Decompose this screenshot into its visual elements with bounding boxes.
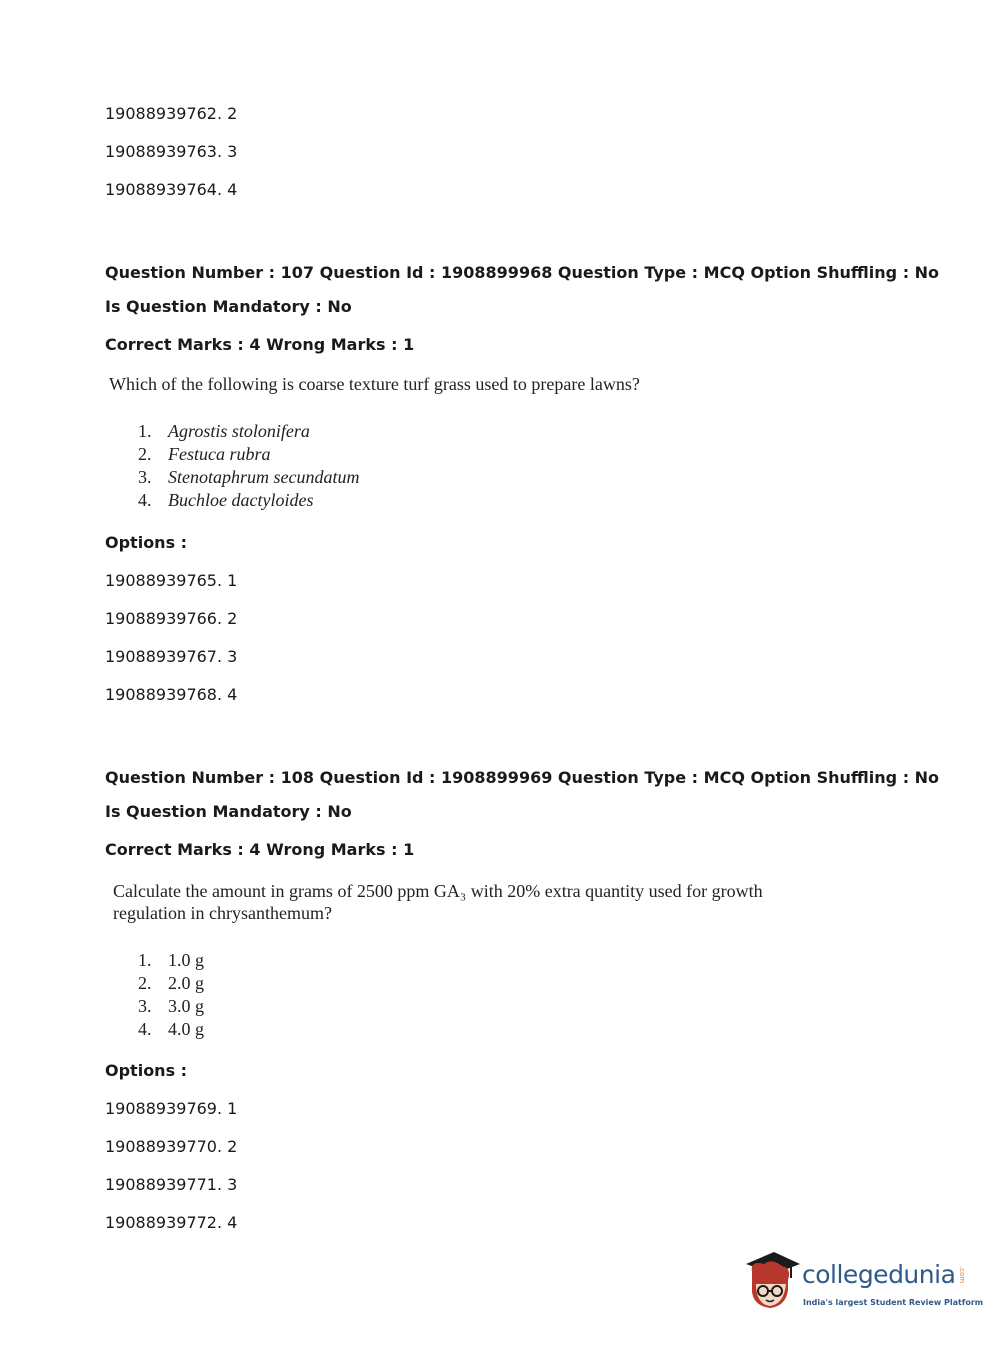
- option-line: 19088939764. 4: [105, 180, 238, 199]
- answer-choice: 2. Festuca rubra: [138, 444, 271, 464]
- question-text: [113, 880, 763, 924]
- answer-choice: 3. Stenotaphrum secundatum: [138, 467, 360, 487]
- question-text-line: Calculate the amount in grams of 2500 ppm GA₃ with 20% extra quantity used for growth: [113, 881, 763, 901]
- option-line: 19088939768. 4: [105, 685, 238, 704]
- question-marks: Correct Marks : 4 Wrong Marks : 1: [105, 335, 415, 354]
- option-line: 19088939763. 3: [105, 142, 238, 161]
- option-line: 19088939770. 2: [105, 1137, 238, 1156]
- logo-tagline: India's largest Student Review Platform: [803, 1298, 984, 1307]
- option-line: 19088939765. 1: [105, 571, 238, 590]
- option-line: 19088939769. 1: [105, 1099, 238, 1118]
- question-mandatory: Is Question Mandatory : No: [105, 297, 352, 316]
- answer-choice: 3. 3.0 g: [138, 996, 204, 1016]
- question-text-line: regulation in chrysanthemum?: [113, 903, 332, 923]
- logo-wordmark: collegedunia: [802, 1260, 956, 1289]
- answer-choices: [138, 949, 204, 1041]
- answer-choice: 1. 1.0 g: [138, 950, 204, 970]
- options-label: Options :: [105, 1061, 188, 1080]
- answer-choice: 1. Agrostis stolonifera: [138, 421, 310, 441]
- question-text: Which of the following is coarse texture turf grass used to prepare lawns?: [109, 374, 640, 394]
- collegedunia-logo: [742, 1250, 984, 1322]
- logo-suffix: .com: [958, 1266, 966, 1284]
- option-line: 19088939762. 2: [105, 104, 238, 123]
- question-header: Question Number : 107 Question Id : 1908899968 Question Type : MCQ Option Shuffling : No: [105, 263, 940, 282]
- question-mandatory: Is Question Mandatory : No: [105, 802, 352, 821]
- answer-choices: [138, 420, 359, 512]
- mascot-graduate-icon: [742, 1250, 802, 1320]
- options-label: Options :: [105, 533, 188, 552]
- option-line: 19088939766. 2: [105, 609, 238, 628]
- question-header: Question Number : 108 Question Id : 1908899969 Question Type : MCQ Option Shuffling : No: [105, 768, 940, 787]
- question-marks: Correct Marks : 4 Wrong Marks : 1: [105, 840, 415, 859]
- answer-choice: 4. Buchloe dactyloides: [138, 490, 314, 510]
- option-line: 19088939767. 3: [105, 647, 238, 666]
- answer-choice: 2. 2.0 g: [138, 973, 204, 993]
- option-line: 19088939772. 4: [105, 1213, 238, 1232]
- option-line: 19088939771. 3: [105, 1175, 238, 1194]
- answer-choice: 4. 4.0 g: [138, 1019, 204, 1039]
